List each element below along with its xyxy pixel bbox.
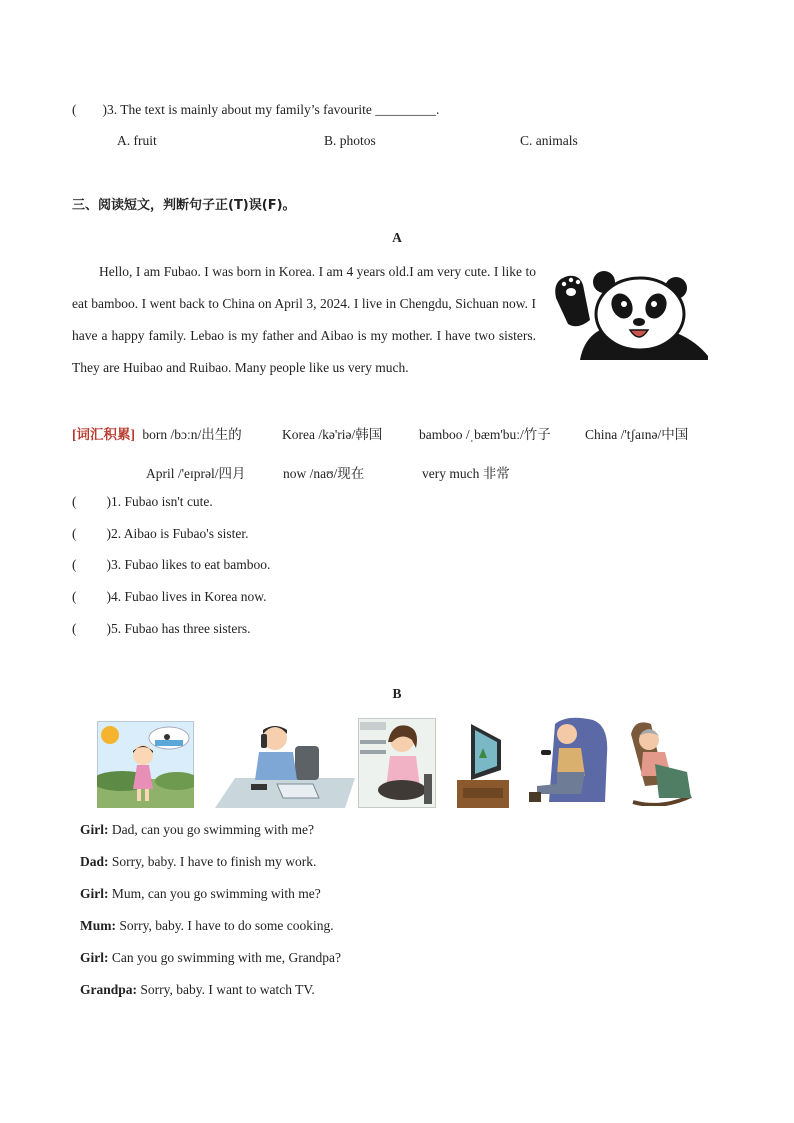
tv-picture (457, 718, 509, 808)
dialogue-line-2 (80, 854, 316, 870)
part-b-label: B (392, 686, 402, 701)
dialogue-line-3 (80, 886, 321, 902)
statement-1: ( )1. Fubao isn't cute. (72, 494, 213, 509)
option-a: A. fruit (117, 133, 157, 148)
grandpa-head (557, 724, 577, 744)
answer-paren-open: ( (72, 102, 77, 117)
sun-icon (101, 726, 119, 744)
dad-working-picture (215, 718, 355, 808)
panda-head (596, 278, 684, 350)
line-text: Dad, can you go swimming with me? (111, 822, 314, 837)
vocab-born: born /bɔːn/出生的 (142, 427, 242, 442)
dialogue-line-4 (80, 918, 334, 934)
statement-text: Fubao isn't cute. (124, 494, 213, 509)
vocab-korea: Korea /kə'riə/韩国 (282, 427, 383, 442)
line-text: Can you go swimming with me, Grandpa? (111, 950, 341, 965)
blanket (655, 764, 691, 798)
dialogue-line-1 (80, 822, 314, 838)
line-text: Sorry, baby. I want to watch TV. (140, 982, 315, 997)
phone-icon (261, 734, 267, 748)
girl-swimming-picture (97, 721, 194, 808)
statement-text: Fubao has three sisters. (124, 621, 251, 636)
girl-head (133, 745, 153, 765)
vocab-very-much: very much 非常 (422, 466, 510, 481)
statement-5: ( )5. Fubao has three sisters. (72, 621, 251, 636)
speaker: Mum: (80, 918, 116, 933)
mum-cooking-picture (358, 718, 436, 808)
statement-text: Fubao likes to eat bamboo. (124, 557, 271, 572)
line-text: Mum, can you go swimming with me? (111, 886, 321, 901)
dialogue-line-6 (80, 982, 315, 998)
cooking-pot (378, 780, 426, 800)
dialogue-line-5 (80, 950, 341, 966)
grandpa-shirt (557, 748, 585, 776)
speaker: Grandpa: (80, 982, 138, 997)
vocab-bamboo: bamboo /ˌbæm'buː/竹子 (419, 427, 551, 442)
question-number: 3. (107, 102, 118, 117)
statement-text: Aibao is Fubao's sister. (123, 526, 249, 541)
question-text: The text is mainly about my family’s favourite _________. (120, 102, 440, 117)
passage-text: Hello, I am Fubao. I was born in Korea. I am 4 years old.I am very cute. I like to eat bamboo. I went back to China on April 3, 2024. I live in Chengdu, Sichuan now. I have a happy family. Lebao is my father and Aibao is my mother. I have two sisters. They are Huibao and Ruibao. Many people like us very much. (72, 264, 536, 375)
panda-paw (555, 276, 590, 326)
office-chair (295, 746, 319, 780)
section-title: 三、阅读短文，判断句子正(T)误(F)。 (72, 198, 296, 213)
part-a-label: A (392, 230, 402, 245)
speaker: Girl: (80, 822, 109, 837)
vocab-label: [词汇积累] (72, 427, 135, 442)
statement-4: ( )4. Fubao lives in Korea now. (72, 589, 267, 604)
answer-paren-close: ) (102, 102, 107, 117)
option-b: B. photos (324, 133, 376, 148)
question-3 (72, 102, 439, 118)
grandpa-watching-tv-picture (527, 714, 609, 806)
grandma-rocking-chair-picture (625, 714, 697, 806)
panda-illustration (552, 268, 710, 360)
remote-control-icon (541, 750, 551, 755)
option-c: C. animals (520, 133, 578, 148)
speaker: Girl: (80, 950, 109, 965)
vocab-april: April /'eɪprəl/四月 (146, 466, 246, 481)
dad-shirt (255, 752, 297, 780)
vocab-row-1 (72, 423, 242, 443)
statement-2: ( )2. Aibao is Fubao's sister. (72, 526, 249, 541)
panda-nose (633, 318, 645, 326)
vocab-china: China /'tʃaɪnə/中国 (585, 427, 689, 442)
line-text: Sorry, baby. I have to finish my work. (111, 854, 317, 869)
statement-text: Fubao lives in Korea now. (124, 589, 267, 604)
vocab-now: now /naʊ/现在 (283, 466, 365, 481)
laptop (277, 784, 319, 798)
speaker: Dad: (80, 854, 109, 869)
speaker: Girl: (80, 886, 109, 901)
line-text: Sorry, baby. I have to do some cooking. (119, 918, 334, 933)
statement-3: ( )3. Fubao likes to eat bamboo. (72, 557, 271, 572)
